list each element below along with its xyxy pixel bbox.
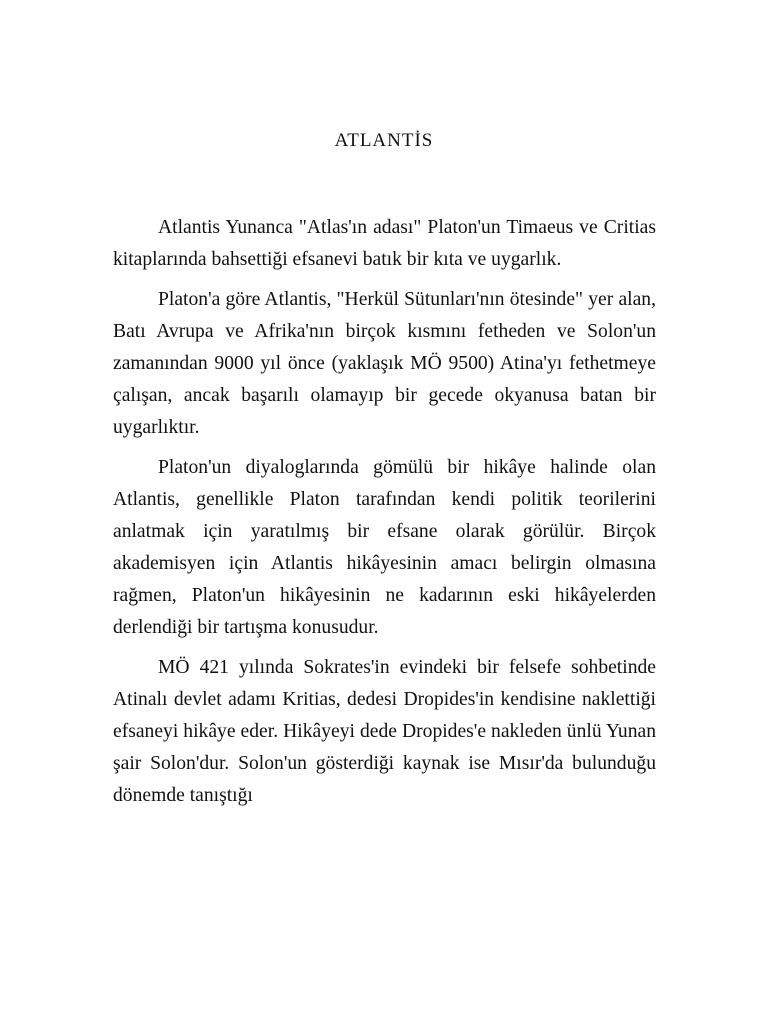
paragraph-4: MÖ 421 yılında Sokrates'in evindeki bir felsefe sohbetinde Atinalı devlet adamı Kritias, dedesi Dropides'in kendisine naklettiği efsaneyi hikâye eder. Hikâyeyi dede Dropides'e nakleden ünlü Yunan şair Solon'dur. Solon'un gösterdiği kaynak ise Mısır'da bulunduğu dönemde tanıştığı [113, 657, 656, 806]
paragraph-1: Atlantis Yunanca "Atlas'ın adası" Platon'un Timaeus ve Critias kitaplarında bahsettiği efsanevi batık bir kıta ve uygarlık. [113, 217, 656, 270]
document-body [113, 212, 656, 820]
paragraph-2: Platon'a göre Atlantis, "Herkül Sütunları'nın ötesinde" yer alan, Batı Avrupa ve Afrika'nın birçok kısmını fetheden ve Solon'un zamanından 9000 yıl önce (yaklaşık MÖ 9500) Atina'yı fethetmeye çalışan, ancak başarılı olamayıp bir gecede okyanusa batan bir uygarlıktır. [113, 289, 656, 438]
document-title: ATLANTİS [334, 130, 434, 151]
paragraph-3: Platon'un diyaloglarında gömülü bir hikâye halinde olan Atlantis, genellikle Platon tarafından kendi politik teorilerini anlatmak için yaratılmış bir efsane olarak görülür. Birçok akademisyen için Atlantis hikâyesinin amacı belirgin olmasına rağmen, Platon'un hikâyesinin ne kadarının eski hikâyelerden derlendiği bir tartışma konusudur. [113, 457, 656, 638]
